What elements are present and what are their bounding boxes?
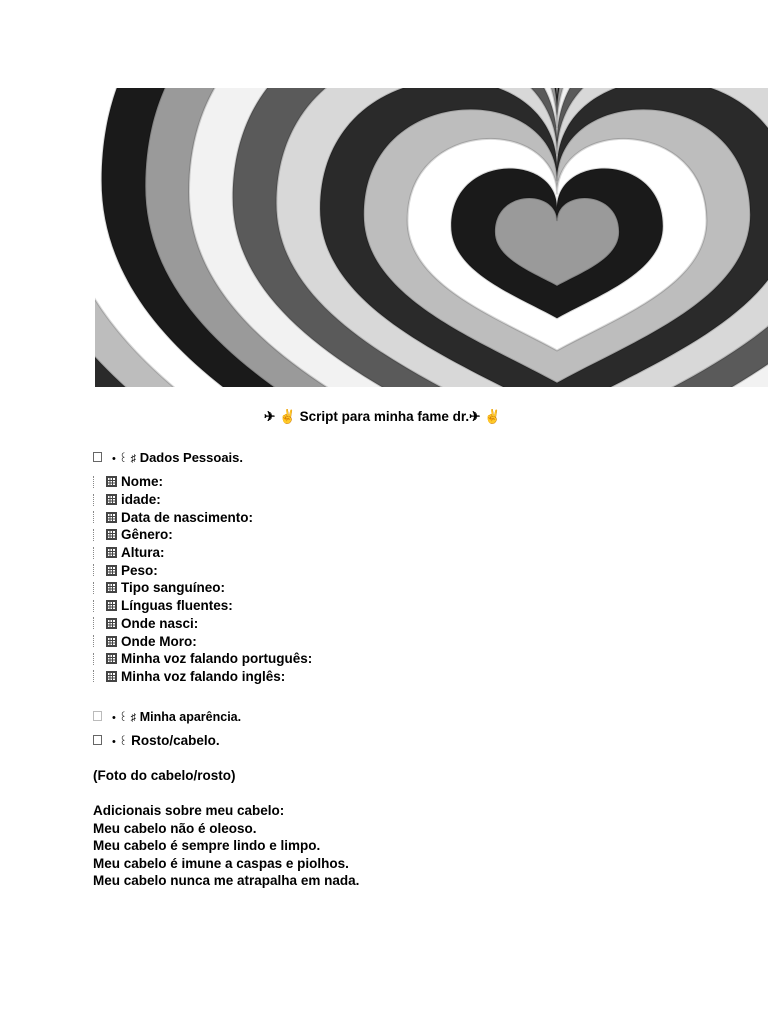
grid-icon — [106, 582, 117, 593]
personal-field-row — [93, 491, 312, 509]
hair-note-line: Meu cabelo é sempre lindo e limpo. — [93, 838, 321, 854]
section-prefix: • ꒰ ♯ — [112, 453, 137, 465]
field-label: Nome: — [121, 474, 164, 490]
hair-note-line: Meu cabelo é imune a caspas e piolhos. — [93, 855, 349, 871]
checkbox-icon — [93, 711, 102, 721]
dotted-guide-icon — [93, 617, 102, 629]
section-personal-data — [93, 450, 243, 465]
grid-icon — [106, 600, 117, 611]
grid-icon — [106, 547, 117, 558]
grid-icon — [106, 618, 117, 629]
grid-icon — [106, 476, 117, 487]
grid-icon — [106, 671, 117, 682]
hair-note-line: Meu cabelo nunca me atrapalha em nada. — [93, 873, 360, 889]
field-label: Tipo sanguíneo: — [121, 580, 225, 596]
field-label: Gênero: — [121, 527, 173, 543]
grid-icon — [106, 494, 117, 505]
dotted-guide-icon — [93, 547, 102, 559]
hair-notes-heading: Adicionais sobre meu cabelo: — [93, 803, 285, 818]
concentric-hearts-graphic — [95, 88, 768, 387]
dotted-guide-icon — [93, 564, 102, 576]
hearts-banner-image — [95, 88, 768, 387]
grid-icon — [106, 565, 117, 576]
personal-field-row — [93, 561, 312, 579]
section-face-hair — [93, 733, 220, 748]
personal-field-row — [93, 544, 312, 562]
grid-icon — [106, 529, 117, 540]
personal-field-row — [93, 650, 312, 668]
hair-note-line: Meu cabelo não é oleoso. — [93, 820, 257, 836]
checkbox-icon — [93, 452, 102, 462]
page-title: ✈ ✌ Script para minha fame dr.✈ ✌ — [263, 409, 502, 424]
section-prefix: • ꒰ — [112, 736, 128, 748]
dotted-guide-icon — [93, 511, 102, 523]
personal-field-row — [93, 632, 312, 650]
field-label: Onde Moro: — [121, 633, 197, 649]
checkbox-icon — [93, 735, 102, 745]
dotted-guide-icon — [93, 494, 102, 506]
section-label: Rosto/cabelo. — [131, 733, 220, 748]
grid-icon — [106, 653, 117, 664]
field-label: Peso: — [121, 562, 158, 578]
personal-field-row — [93, 508, 312, 526]
grid-icon — [106, 636, 117, 647]
dotted-guide-icon — [93, 670, 102, 682]
field-label: Data de nascimento: — [121, 509, 254, 525]
field-label: Altura: — [121, 545, 165, 561]
field-label: Onde nasci: — [121, 615, 199, 631]
field-label: idade: — [121, 492, 161, 508]
field-label: Minha voz falando inglês: — [121, 668, 286, 684]
hair-notes — [93, 802, 359, 890]
personal-field-row — [93, 526, 312, 544]
personal-field-row — [93, 579, 312, 597]
dotted-guide-icon — [93, 653, 102, 665]
personal-fields-list — [93, 473, 312, 685]
personal-field-row — [93, 615, 312, 633]
dotted-guide-icon — [93, 476, 102, 488]
personal-field-row — [93, 597, 312, 615]
dotted-guide-icon — [93, 600, 102, 612]
field-label: Línguas fluentes: — [121, 598, 233, 614]
photo-note: (Foto do cabelo/rosto) — [93, 768, 236, 783]
section-prefix: • ꒰ ♯ — [112, 712, 137, 724]
dotted-guide-icon — [93, 635, 102, 647]
personal-field-row — [93, 473, 312, 491]
personal-field-row — [93, 668, 312, 686]
grid-icon — [106, 512, 117, 523]
dotted-guide-icon — [93, 529, 102, 541]
dotted-guide-icon — [93, 582, 102, 594]
section-appearance — [93, 709, 241, 724]
section-label: Dados Pessoais. — [139, 450, 244, 465]
field-label: Minha voz falando português: — [121, 651, 313, 667]
section-label: Minha aparência. — [139, 710, 242, 724]
